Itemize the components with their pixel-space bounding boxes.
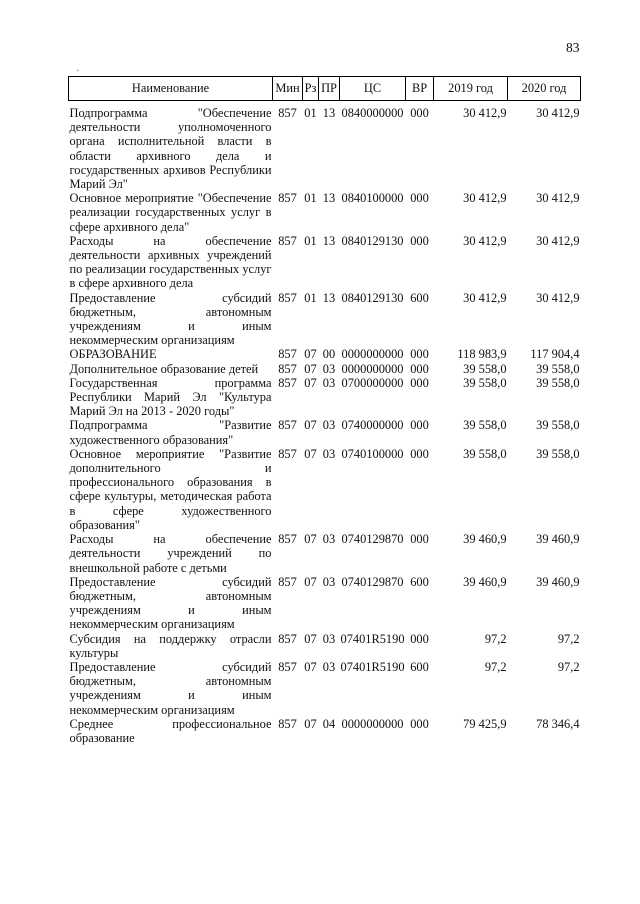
row-pr: 00 bbox=[322, 347, 336, 362]
row-min: 857 bbox=[278, 418, 297, 433]
table-row bbox=[69, 291, 581, 348]
row-2019: 30 412,9 bbox=[463, 106, 507, 120]
row-pr: 03 bbox=[322, 375, 336, 390]
row-name: Среднее профессиональное образование bbox=[69, 716, 272, 745]
row-cs: 0740100000 bbox=[341, 446, 404, 461]
row-min: 857 bbox=[278, 375, 297, 390]
row-vr: 000 bbox=[410, 347, 429, 362]
header-pr: ПР bbox=[319, 77, 340, 101]
table-row bbox=[69, 101, 581, 192]
header-2019: 2019 год bbox=[434, 77, 508, 101]
row-rz: 07 bbox=[304, 347, 317, 362]
row-cs: 0840129130 bbox=[341, 233, 404, 248]
row-pr: 03 bbox=[322, 418, 336, 433]
row-2020: 78 346,4 bbox=[536, 716, 580, 731]
row-pr: 03 bbox=[322, 631, 336, 646]
table-row bbox=[69, 575, 581, 632]
row-cs: 07401R5190 bbox=[340, 659, 405, 674]
row-2020: 30 412,9 bbox=[536, 290, 580, 305]
row-min: 857 bbox=[278, 532, 297, 547]
table-row bbox=[69, 347, 581, 361]
header-cs: ЦС bbox=[340, 77, 406, 101]
row-name: Расходы на обеспечение деятельности архивных учреждений по реализации государственных услуг в сфере архивного дела bbox=[69, 233, 272, 291]
row-cs: 0740000000 bbox=[341, 418, 404, 433]
row-vr: 000 bbox=[410, 446, 429, 461]
row-rz: 07 bbox=[304, 659, 317, 674]
row-rz: 07 bbox=[304, 375, 317, 390]
row-vr: 000 bbox=[410, 375, 429, 390]
row-name: Субсидия на поддержку отрасли культуры bbox=[69, 631, 272, 660]
row-cs: 0740129870 bbox=[341, 532, 404, 547]
header-name: Наименование bbox=[69, 77, 273, 101]
row-rz: 01 bbox=[304, 290, 317, 305]
row-2020: 30 412,9 bbox=[536, 106, 580, 120]
row-rz: 01 bbox=[304, 191, 317, 206]
row-rz: 07 bbox=[304, 716, 317, 731]
row-name: Предоставление субсидий бюджетным, автономным учреждениям и иным некоммерческим организациям bbox=[69, 290, 272, 348]
row-min: 857 bbox=[278, 574, 297, 589]
row-2019: 39 558,0 bbox=[463, 361, 507, 376]
row-cs: 0840129130 bbox=[341, 290, 404, 305]
row-vr: 000 bbox=[410, 106, 429, 120]
row-2019: 30 412,9 bbox=[463, 290, 507, 305]
row-2019: 39 460,9 bbox=[463, 532, 507, 547]
row-rz: 07 bbox=[304, 574, 317, 589]
row-name: Основное мероприятие "Развитие дополнительного и профессионального образования в сфере культуры, методическая работа в сфере художественного образования" bbox=[69, 446, 272, 532]
row-2020: 39 460,9 bbox=[536, 532, 580, 547]
row-2020: 39 558,0 bbox=[536, 375, 580, 390]
row-2020: 39 558,0 bbox=[536, 361, 580, 376]
row-2020: 39 558,0 bbox=[536, 446, 580, 461]
row-rz: 07 bbox=[304, 418, 317, 433]
row-pr: 13 bbox=[322, 290, 336, 305]
row-min: 857 bbox=[278, 290, 297, 305]
row-name: Предоставление субсидий бюджетным, автономным учреждениям и иным некоммерческим организациям bbox=[69, 659, 272, 717]
row-vr: 000 bbox=[410, 631, 429, 646]
row-2020: 30 412,9 bbox=[536, 191, 580, 206]
row-rz: 07 bbox=[304, 446, 317, 461]
row-pr: 03 bbox=[322, 574, 336, 589]
table-row bbox=[69, 234, 581, 291]
row-min: 857 bbox=[278, 716, 297, 731]
header-rz: Рз bbox=[303, 77, 319, 101]
row-2019: 39 558,0 bbox=[463, 446, 507, 461]
row-vr: 000 bbox=[410, 191, 429, 206]
budget-table bbox=[68, 76, 581, 745]
row-vr: 000 bbox=[410, 361, 429, 376]
row-vr: 000 bbox=[410, 716, 429, 731]
row-cs: 0840000000 bbox=[341, 106, 404, 120]
row-pr: 03 bbox=[322, 532, 336, 547]
row-pr: 13 bbox=[322, 233, 336, 248]
row-name: Дополнительное образование детей bbox=[69, 361, 259, 376]
row-cs: 0000000000 bbox=[341, 347, 404, 362]
row-name: Предоставление субсидий бюджетным, автономным учреждениям и иным некоммерческим организациям bbox=[69, 574, 272, 632]
row-2019: 97,2 bbox=[484, 659, 507, 674]
header-vr: ВР bbox=[406, 77, 434, 101]
row-rz: 01 bbox=[304, 233, 317, 248]
table-header-row bbox=[69, 77, 581, 101]
row-rz: 01 bbox=[304, 106, 317, 120]
row-cs: 07401R5190 bbox=[340, 631, 405, 646]
row-2019: 39 558,0 bbox=[463, 375, 507, 390]
row-2020: 39 558,0 bbox=[536, 418, 580, 433]
table-row bbox=[69, 362, 581, 376]
row-vr: 600 bbox=[410, 290, 429, 305]
header-min: Мин bbox=[273, 77, 303, 101]
row-pr: 03 bbox=[322, 446, 336, 461]
table-row bbox=[69, 191, 581, 234]
row-min: 857 bbox=[278, 106, 297, 120]
table-row bbox=[69, 447, 581, 532]
row-2019: 79 425,9 bbox=[463, 716, 507, 731]
table-row bbox=[69, 717, 581, 745]
row-vr: 000 bbox=[410, 532, 429, 547]
row-vr: 000 bbox=[410, 418, 429, 433]
table-row bbox=[69, 532, 581, 575]
table-row bbox=[69, 660, 581, 717]
row-name: Расходы на обеспечение деятельности учреждений по внешкольной работе с детьми bbox=[69, 532, 272, 575]
row-name: ОБРАЗОВАНИЕ bbox=[69, 347, 157, 362]
row-2020: 30 412,9 bbox=[536, 233, 580, 248]
row-2019: 39 558,0 bbox=[463, 418, 507, 433]
table-row bbox=[69, 632, 581, 660]
row-min: 857 bbox=[278, 347, 297, 362]
row-min: 857 bbox=[278, 659, 297, 674]
row-name: Подпрограмма "Обеспечение деятельности уполномоченного органа исполнительной власти в области архивного дела и государственных архивов Республики Марий Эл" bbox=[69, 106, 272, 192]
row-2019: 97,2 bbox=[484, 631, 507, 646]
table-row bbox=[69, 418, 581, 446]
row-pr: 04 bbox=[322, 716, 336, 731]
row-cs: 0700000000 bbox=[341, 375, 404, 390]
row-min: 857 bbox=[278, 361, 297, 376]
table-row bbox=[69, 376, 581, 419]
row-cs: 0740129870 bbox=[341, 574, 404, 589]
row-2020: 97,2 bbox=[557, 659, 580, 674]
row-min: 857 bbox=[278, 191, 297, 206]
row-2020: 97,2 bbox=[557, 631, 580, 646]
row-rz: 07 bbox=[304, 361, 317, 376]
row-pr: 03 bbox=[322, 659, 336, 674]
header-2020: 2020 год bbox=[508, 77, 581, 101]
row-cs: 0840100000 bbox=[341, 191, 404, 206]
row-min: 857 bbox=[278, 446, 297, 461]
row-2019: 39 460,9 bbox=[463, 574, 507, 589]
row-cs: 0000000000 bbox=[341, 361, 404, 376]
row-name: Основное мероприятие "Обеспечение реализации государственных услуг в сфере архивного дела" bbox=[69, 191, 272, 234]
table-body bbox=[69, 101, 581, 746]
row-rz: 07 bbox=[304, 532, 317, 547]
row-name: Государственная программа Республики Марий Эл "Культура Марий Эл на 2013 - 2020 годы" bbox=[69, 375, 272, 419]
row-vr: 600 bbox=[410, 659, 429, 674]
row-pr: 13 bbox=[322, 106, 336, 120]
row-vr: 600 bbox=[410, 574, 429, 589]
row-vr: 000 bbox=[410, 233, 429, 248]
row-min: 857 bbox=[278, 631, 297, 646]
row-pr: 13 bbox=[322, 191, 336, 206]
row-2020: 39 460,9 bbox=[536, 574, 580, 589]
row-rz: 07 bbox=[304, 631, 317, 646]
row-2020: 117 904,4 bbox=[530, 347, 580, 362]
row-2019: 30 412,9 bbox=[463, 233, 507, 248]
row-2019: 118 983,9 bbox=[457, 347, 507, 362]
scan-mark: · bbox=[76, 66, 80, 77]
row-pr: 03 bbox=[322, 361, 336, 376]
row-2019: 30 412,9 bbox=[463, 191, 507, 206]
row-name: Подпрограмма "Развитие художественного образования" bbox=[69, 418, 272, 447]
page-number: 83 bbox=[566, 40, 580, 55]
row-cs: 0000000000 bbox=[341, 716, 404, 731]
row-min: 857 bbox=[278, 233, 297, 248]
